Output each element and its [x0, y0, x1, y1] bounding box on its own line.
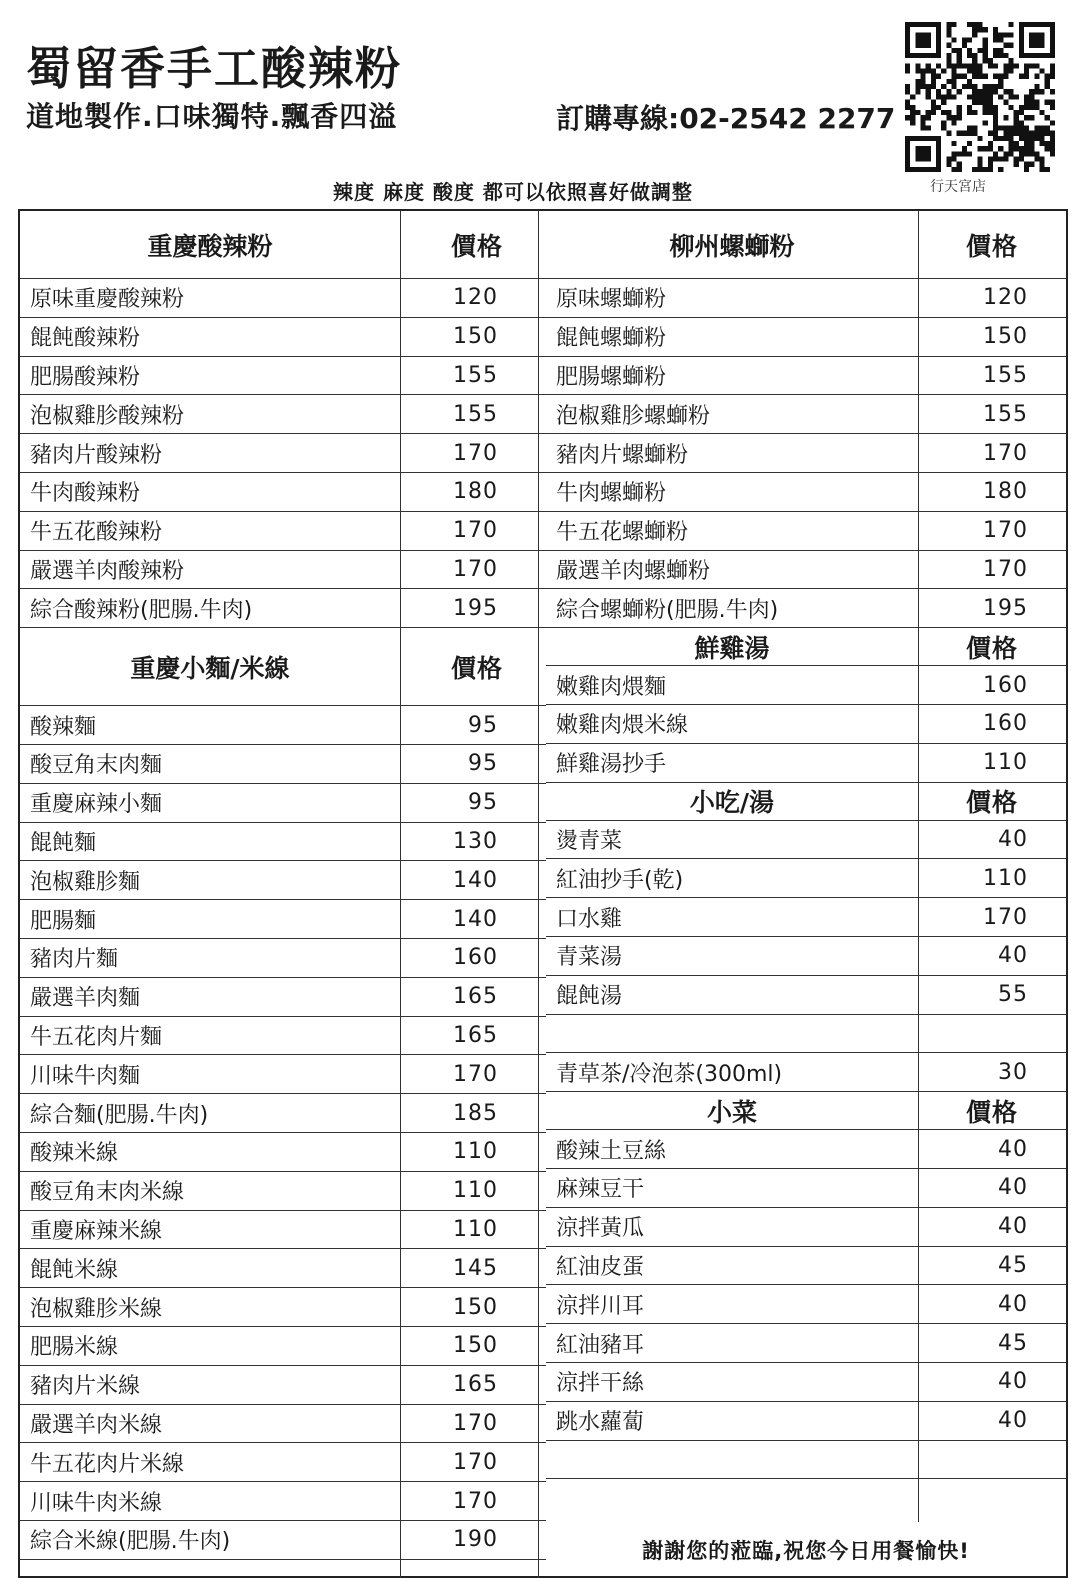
section-title: 鮮雞湯 [694, 633, 770, 663]
adjust-note: 辣度 麻度 酸度 都可以依照喜好做調整 [333, 180, 693, 204]
menu-item-row [546, 589, 1066, 628]
menu-item-name: 嚴選羊肉酸辣粉 [30, 558, 185, 584]
menu-item-price: 45 [998, 1252, 1028, 1278]
section-header [546, 783, 1066, 821]
menu-item-price: 170 [453, 556, 498, 582]
menu-item-name: 鮮雞湯抄手 [556, 752, 667, 778]
menu-item-name: 綜合螺螄粉(肥腸.牛肉) [556, 597, 779, 623]
menu-item-price: 195 [453, 595, 498, 621]
menu-item-price: 170 [453, 1410, 498, 1436]
menu-item-row [546, 1402, 1066, 1441]
menu-item-price: 170 [453, 440, 498, 466]
menu-item-name: 跳水蘿蔔 [556, 1410, 645, 1436]
menu-item-row [20, 1327, 546, 1366]
menu-item-row [546, 937, 1066, 976]
branch-name: 行天宮店 [930, 179, 986, 195]
menu-item-name: 餛飩麵 [30, 830, 97, 856]
menu-item-row [546, 976, 1066, 1015]
menu-item-name: 牛肉酸辣粉 [30, 481, 141, 507]
menu-item-price: 110 [453, 1216, 498, 1242]
menu-item-row [546, 318, 1066, 357]
section-header [546, 628, 1066, 666]
menu-item-row [20, 939, 546, 978]
menu-item-name: 酸辣麵 [30, 714, 97, 740]
menu-item-price: 40 [998, 1408, 1028, 1434]
menu-item-name: 肥腸酸辣粉 [30, 364, 141, 390]
menu-item-name: 豬肉片麵 [30, 947, 119, 973]
menu-item-row [20, 512, 546, 551]
menu-item-row [20, 1288, 546, 1327]
menu-item-name: 嫩雞肉煨米線 [556, 713, 689, 739]
menu-item-price: 95 [468, 790, 498, 816]
menu-item-row [20, 1133, 546, 1172]
menu-item-row [546, 1285, 1066, 1324]
menu-item-name: 青草茶/冷泡茶(300ml) [556, 1061, 783, 1087]
menu-item-row [546, 1169, 1066, 1208]
menu-item-name: 涼拌黃瓜 [556, 1216, 645, 1242]
menu-item-name: 酸豆角末肉麵 [30, 753, 163, 779]
section-title: 重慶小麵/米線 [130, 653, 290, 683]
menu-item-price [926, 1015, 1066, 1053]
menu-item-row [20, 1249, 546, 1288]
menu-item-row [546, 1324, 1066, 1363]
menu-table [18, 209, 1068, 1578]
menu-item-price: 170 [983, 556, 1028, 582]
menu-item-price: 165 [453, 984, 498, 1010]
menu-item-price: 40 [998, 826, 1028, 852]
menu-item-price: 150 [453, 1294, 498, 1320]
section-header [546, 1092, 1066, 1130]
menu-item-row [20, 1482, 546, 1521]
menu-item-price: 155 [983, 401, 1028, 427]
menu-item-price: 155 [453, 401, 498, 427]
menu-item-row [546, 705, 1066, 744]
menu-item-name: 餛飩湯 [556, 984, 623, 1010]
divider [538, 211, 539, 1578]
menu-item-row [546, 1053, 1066, 1092]
menu-item-name: 肥腸米線 [30, 1335, 119, 1361]
menu-item-name: 牛五花肉片米線 [30, 1451, 185, 1477]
menu-item-row [546, 1363, 1066, 1402]
menu-item-row [20, 1211, 546, 1250]
menu-item-name: 牛肉螺螄粉 [556, 481, 667, 507]
menu-item-name: 泡椒雞胗麵 [30, 869, 141, 895]
price-column-header: 價格 [450, 231, 503, 261]
menu-item-name: 綜合米線(肥腸.牛肉) [30, 1529, 231, 1555]
menu-item-row [546, 821, 1066, 860]
menu-item-name: 酸豆角末肉米線 [30, 1180, 185, 1206]
menu-item-name: 肥腸螺螄粉 [556, 364, 667, 390]
menu-item-name: 嚴選羊肉米線 [30, 1412, 163, 1438]
menu-item-row [20, 745, 546, 784]
menu-item-price: 140 [453, 867, 498, 893]
menu-item-row [20, 900, 546, 939]
price-column-header: 價格 [965, 788, 1018, 818]
menu-item-name: 嚴選羊肉麵 [30, 986, 141, 1012]
menu-item-price: 45 [998, 1330, 1028, 1356]
menu-item-name: 泡椒雞胗米線 [30, 1296, 163, 1322]
menu-item-price: 40 [998, 1214, 1028, 1240]
menu-item-row [546, 1247, 1066, 1286]
menu-item-price: 150 [983, 324, 1028, 350]
menu-item-name: 餛飩螺螄粉 [556, 326, 667, 352]
menu-item-price: 160 [453, 945, 498, 971]
menu-item-price: 40 [998, 1136, 1028, 1162]
menu-item-row [20, 357, 546, 396]
menu-item-price: 120 [983, 285, 1028, 311]
menu-item-row [546, 666, 1066, 705]
menu-item-name: 肥腸麵 [30, 908, 97, 934]
menu-item-row [546, 551, 1066, 590]
menu-item-price: 165 [453, 1022, 498, 1048]
menu-item-row [546, 1441, 1066, 1480]
section-title: 小吃/湯 [689, 788, 775, 818]
menu-item-price: 170 [983, 904, 1028, 930]
menu-item-name: 紅油豬耳 [556, 1332, 645, 1358]
menu-item-row [20, 823, 546, 862]
menu-item-price: 160 [983, 711, 1028, 737]
menu-item-price: 140 [453, 906, 498, 932]
order-phone: 訂購專線:02-2542 2277 [556, 102, 896, 135]
section-title: 小菜 [706, 1097, 757, 1127]
menu-item-row [20, 1094, 546, 1133]
menu-item-price: 195 [983, 595, 1028, 621]
menu-item-name: 泡椒雞胗螺螄粉 [556, 403, 711, 429]
menu-item-row [20, 978, 546, 1017]
thank-you-message: 謝謝您的蒞臨,祝您今日用餐愉快! [642, 1539, 970, 1563]
section-header [20, 628, 546, 706]
menu-item-row [20, 551, 546, 590]
menu-item-name: 原味重慶酸辣粉 [30, 287, 185, 313]
menu-item-name: 涼拌川耳 [556, 1293, 645, 1319]
menu-item-name: 重慶麻辣米線 [30, 1218, 163, 1244]
menu-item-price: 110 [983, 865, 1028, 891]
menu-item-row [20, 395, 546, 434]
menu-item-row [20, 279, 546, 318]
menu-item-name: 酸辣米線 [30, 1141, 119, 1167]
menu-item-name: 麻辣豆干 [556, 1177, 645, 1203]
menu-item-price: 145 [453, 1255, 498, 1281]
menu-item-row [20, 1172, 546, 1211]
menu-item-price: 170 [453, 1488, 498, 1514]
menu-item-row [546, 1130, 1066, 1169]
menu-item-row [546, 434, 1066, 473]
menu-item-row [546, 1015, 1066, 1054]
menu-item-name: 綜合酸辣粉(肥腸.牛肉) [30, 597, 253, 623]
menu-item-price: 185 [453, 1100, 498, 1126]
menu-item-name: 牛五花酸辣粉 [30, 520, 163, 546]
menu-item-name: 燙青菜 [556, 828, 623, 854]
menu-item-price: 40 [998, 1175, 1028, 1201]
menu-item-price: 95 [468, 751, 498, 777]
menu-item-row [20, 861, 546, 900]
menu-item-row [546, 473, 1066, 512]
menu-item-price: 110 [983, 750, 1028, 776]
price-column-header: 價格 [965, 1097, 1018, 1127]
menu-item-price: 130 [453, 828, 498, 854]
menu-item-name: 原味螺螄粉 [556, 287, 667, 313]
divider [918, 211, 919, 1522]
menu-item-row [546, 1208, 1066, 1247]
menu-item-name: 紅油皮蛋 [556, 1254, 645, 1280]
menu-item-name: 嫩雞肉煨麵 [556, 674, 667, 700]
price-column-header: 價格 [965, 633, 1018, 663]
menu-item-price: 170 [453, 1061, 498, 1087]
menu-item-name: 川味牛肉麵 [30, 1063, 141, 1089]
menu-item-price: 40 [998, 943, 1028, 969]
section-header [546, 211, 1066, 279]
menu-item-price: 155 [983, 362, 1028, 388]
menu-item-price: 120 [453, 285, 498, 311]
section-title: 柳州螺螄粉 [669, 231, 795, 261]
menu-item-price: 150 [453, 1333, 498, 1359]
menu-item-name: 豬肉片螺螄粉 [556, 442, 689, 468]
menu-item-name: 青菜湯 [556, 945, 623, 971]
menu-item-name: 餛飩酸辣粉 [30, 326, 141, 352]
menu-item-row [20, 1366, 546, 1405]
shop-title: 蜀留香手工酸辣粉 [26, 42, 403, 95]
menu-item-name: 綜合麵(肥腸.牛肉) [30, 1102, 209, 1128]
menu-item-row [546, 859, 1066, 898]
menu-item-price: 165 [453, 1372, 498, 1398]
menu-item-row [546, 512, 1066, 551]
menu-item-name: 口水雞 [556, 906, 623, 932]
menu-item-name: 紅油抄手(乾) [556, 867, 684, 893]
menu-item-price: 170 [983, 440, 1028, 466]
menu-item-row [546, 898, 1066, 937]
menu-item-price: 180 [983, 479, 1028, 505]
menu-item-row [20, 589, 546, 628]
menu-item-name: 嚴選羊肉螺螄粉 [556, 558, 711, 584]
menu-item-price: 170 [453, 1449, 498, 1475]
section-title: 重慶酸辣粉 [147, 231, 273, 261]
price-column-header: 價格 [965, 231, 1018, 261]
menu-item-name: 牛五花螺螄粉 [556, 520, 689, 546]
menu-item-price: 160 [983, 672, 1028, 698]
menu-item-price: 190 [453, 1527, 498, 1553]
menu-item-name: 牛五花肉片麵 [30, 1024, 163, 1050]
divider [400, 211, 401, 1578]
menu-item-row [20, 434, 546, 473]
menu-item-price: 155 [453, 362, 498, 388]
menu-item-row [20, 318, 546, 357]
menu-item-row [20, 1055, 546, 1094]
menu-item-price: 150 [453, 324, 498, 350]
price-column-header: 價格 [450, 653, 503, 683]
menu-item-row [20, 784, 546, 823]
section-header [20, 211, 546, 279]
shop-slogan: 道地製作.口味獨特.飄香四溢 [26, 100, 398, 133]
menu-item-row [20, 1521, 546, 1560]
menu-item-row [546, 744, 1066, 783]
menu-item-name: 酸辣土豆絲 [556, 1138, 667, 1164]
menu-item-name: 泡椒雞胗酸辣粉 [30, 403, 185, 429]
menu-item-name: 豬肉片酸辣粉 [30, 442, 163, 468]
menu-item-price: 170 [453, 518, 498, 544]
menu-item-row [20, 473, 546, 512]
menu-item-price: 110 [453, 1139, 498, 1165]
menu-item-row [20, 1443, 546, 1482]
menu-item-name: 豬肉片米線 [30, 1374, 141, 1400]
menu-item-price: 40 [998, 1291, 1028, 1317]
menu-item-price: 55 [998, 982, 1028, 1008]
menu-item-row [546, 279, 1066, 318]
menu-item-row [546, 395, 1066, 434]
menu-item-name: 涼拌干絲 [556, 1371, 645, 1397]
menu-item-price [926, 1441, 1066, 1479]
menu-item-price: 180 [453, 479, 498, 505]
menu-item-name: 川味牛肉米線 [30, 1490, 163, 1516]
menu-item-row [546, 357, 1066, 396]
menu-item-name: 重慶麻辣小麵 [30, 792, 163, 818]
menu-item-price: 40 [998, 1369, 1028, 1395]
menu-item-price: 170 [983, 518, 1028, 544]
menu-item-row [20, 706, 546, 745]
menu-item-name: 餛飩米線 [30, 1257, 119, 1283]
menu-item-price: 95 [468, 712, 498, 738]
menu-item-price: 110 [453, 1178, 498, 1204]
menu-item-row [20, 1017, 546, 1056]
qr-code-icon [905, 22, 1055, 172]
menu-item-price: 30 [998, 1059, 1028, 1085]
menu-item-row [20, 1405, 546, 1444]
